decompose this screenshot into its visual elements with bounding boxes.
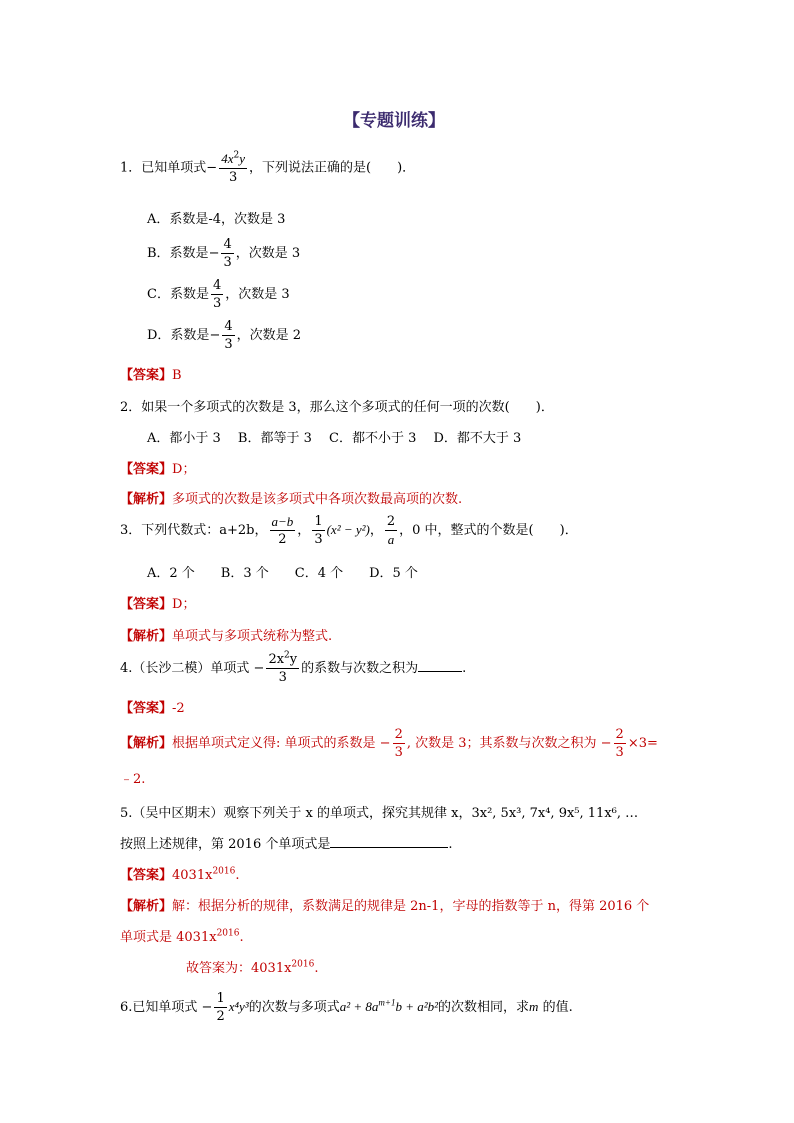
monomial: x⁴y³ xyxy=(228,999,249,1014)
exponent: 2016 xyxy=(212,866,236,877)
fraction xyxy=(385,513,397,548)
exponent: 2016 xyxy=(291,959,315,970)
fraction-denominator: 3 xyxy=(314,532,323,547)
q4-stem-end: . xyxy=(462,661,467,676)
option-text: C．系数是 xyxy=(147,287,209,302)
q5-stem: 按照上述规律，第 2016 个单项式是 xyxy=(120,837,331,852)
q2-options: A．都小于 3 B．都等于 3 C．都不小于 3 D．都不大于 3 xyxy=(147,431,522,446)
fraction-numerator: 2 xyxy=(386,514,396,529)
option-text: D．系数是 xyxy=(147,328,210,343)
analysis-tag: 【解析】 xyxy=(120,492,173,507)
q5-answer xyxy=(120,864,239,883)
fraction-numerator: 4 xyxy=(212,278,222,293)
analysis-text: 根据单项式定义得: 单项式的系数是 − xyxy=(172,736,391,751)
fraction-numerator: 4 xyxy=(223,237,232,252)
analysis-text: ×3= xyxy=(627,736,658,751)
question-6 xyxy=(120,990,573,1025)
polynomial: a² + 8a xyxy=(339,999,379,1014)
q1-option-a: A．系数是-4，次数是 3 xyxy=(147,212,286,227)
answer-tag: 【答案】 xyxy=(120,597,173,612)
analysis-tag: 【解析】 xyxy=(120,629,173,644)
option-text: ，次数是 3 xyxy=(225,287,290,302)
variable: m xyxy=(529,999,539,1014)
answer-value: D； xyxy=(172,462,196,477)
answer-tag: 【答案】 xyxy=(120,368,173,383)
fraction xyxy=(393,726,405,761)
analysis-text: 单项式是 4031x xyxy=(120,930,217,945)
analysis-text: , 次数是 3；其系数与次数之积为 − xyxy=(406,736,612,751)
q4-analysis xyxy=(120,726,658,761)
fraction-denominator: 3 xyxy=(228,170,238,185)
answer-tag: 【答案】 xyxy=(120,462,173,477)
q3-stem-end: ，0 中，整式的个数是( )． xyxy=(399,523,578,538)
fraction-denominator: 3 xyxy=(212,296,222,311)
answer-value: 4031x xyxy=(172,868,213,883)
q1-answer xyxy=(120,364,182,383)
fraction-denominator: 3 xyxy=(278,670,287,685)
polynomial-tail: b + a²b² xyxy=(395,999,439,1014)
exponent: m+1 xyxy=(378,997,396,1008)
option-text: ，次数是 2 xyxy=(236,328,302,343)
fraction-denominator: 3 xyxy=(223,255,232,270)
q3-answer xyxy=(120,593,195,612)
fraction-denominator: 2 xyxy=(216,1009,225,1024)
answer-value: D； xyxy=(172,597,196,612)
analysis-text: 多项式的次数是该多项式中各项次数最高项的次数. xyxy=(172,492,463,507)
fraction-numerator: a−b xyxy=(271,514,294,529)
analysis-end: . xyxy=(239,930,244,945)
q6-stem: 6.已知单项式 − xyxy=(120,1000,213,1015)
answer-blank[interactable] xyxy=(418,659,462,672)
question-5: 5.（吴中区期末）观察下列关于 x 的单项式，探究其规律 x，3x², 5x³, 7x⁴, 9x⁵, 11x⁶, … xyxy=(120,806,639,821)
q1-option-b: B．系数是− $\frac{4}{3}$ ，次数是 3 xyxy=(147,237,301,270)
answer-end: . xyxy=(235,868,240,883)
answer-value: B xyxy=(172,368,182,383)
fraction-numerator: 2x xyxy=(268,652,285,667)
fraction-variable: y xyxy=(289,652,298,667)
expression: (x² − y²) xyxy=(326,522,370,537)
q4-answer xyxy=(120,697,185,716)
conclusion-text: 故答案为：4031x xyxy=(186,961,292,976)
minus-sign: − xyxy=(206,160,218,176)
answer-tag: 【答案】 xyxy=(120,868,173,883)
q3-analysis xyxy=(120,625,332,644)
q1-option-d: D．系数是− $\frac{4}{3}$ ，次数是 2 xyxy=(147,319,302,352)
q5-analysis-line2 xyxy=(120,926,244,945)
q5-analysis xyxy=(120,895,649,914)
question-1 xyxy=(120,150,415,186)
q1-number: 1． xyxy=(120,160,142,176)
q4-analysis-end: ﹣2. xyxy=(120,772,146,787)
q5-conclusion xyxy=(186,957,318,976)
q2-answer xyxy=(120,458,195,477)
fraction-numerator: 1 xyxy=(314,514,323,529)
q3-options: A．2 个 B．3 个 C．4 个 D．5 个 xyxy=(147,566,418,581)
fraction xyxy=(614,726,626,761)
option-text: B．系数是 xyxy=(147,246,209,261)
q3-stem: 3．下列代数式：a+2b， xyxy=(120,523,268,538)
fraction-numerator: 1 xyxy=(216,991,225,1006)
fraction xyxy=(270,513,296,548)
q6-stem-mid: 的次数与多项式 xyxy=(248,1000,340,1015)
q6-stem-end: 的值. xyxy=(538,1000,573,1015)
fraction-numerator: 4 xyxy=(224,319,233,334)
answer-value: -2 xyxy=(172,701,185,716)
option-text: ，次数是 3 xyxy=(235,246,301,261)
q2-analysis xyxy=(120,488,462,507)
fraction xyxy=(214,990,226,1025)
analysis-text: 单项式与多项式统称为整式. xyxy=(172,629,333,644)
fraction xyxy=(312,513,324,548)
fraction-denominator: 3 xyxy=(224,337,233,352)
analysis-tag: 【解析】 xyxy=(120,736,173,751)
fraction xyxy=(211,277,223,312)
q1-option-c xyxy=(147,277,290,312)
question-3: 3．下列代数式：a+2b， $\frac{a-b}{2}$ ， $\frac{1}{3}$ (x² − y²)， $\frac{2}{a}$ ，0 中，整式的个数是( )． xyxy=(120,514,578,547)
exponent: 2 xyxy=(284,650,290,661)
fraction-variable: y xyxy=(239,151,245,166)
q4-stem-b: 的系数与次数之积为 xyxy=(301,661,419,676)
question-2: 2．如果一个多项式的次数是 3，那么这个多项式的任何一项的次数( )． xyxy=(120,400,554,415)
analysis-text: 解：根据分析的规律，系数满足的规律是 2n-1，字母的指数等于 n，得第 2016 个 xyxy=(172,899,650,914)
fraction-numerator: 2 xyxy=(615,727,624,742)
fraction-denominator: a xyxy=(387,532,395,547)
q4-stem: 4.（长沙二模）单项式 − xyxy=(120,661,265,676)
fraction xyxy=(222,318,234,353)
exponent: 2016 xyxy=(216,928,240,939)
conclusion-end: . xyxy=(314,961,319,976)
answer-tag: 【答案】 xyxy=(120,701,173,716)
q1-stem-b: ，下列说法正确的是( )． xyxy=(249,160,416,176)
fraction-denominator: 2 xyxy=(278,532,287,547)
question-4 xyxy=(120,651,466,686)
fraction xyxy=(221,236,233,271)
q6-stem-b: 的次数相同，求 xyxy=(438,1000,530,1015)
fraction-denominator: 3 xyxy=(615,745,624,760)
fraction-numerator: 2 xyxy=(394,727,403,742)
page-title: 【专题训练】 xyxy=(343,111,445,131)
exponent: 2 xyxy=(233,150,240,161)
q1-stem-a: 已知单项式 xyxy=(141,160,207,176)
q1-fraction xyxy=(219,150,247,186)
answer-blank[interactable] xyxy=(330,835,448,848)
analysis-tag: 【解析】 xyxy=(120,899,173,914)
fraction-numerator: 4x xyxy=(221,151,234,166)
fraction xyxy=(266,651,299,686)
fraction-denominator: 3 xyxy=(394,745,403,760)
q5-stem-end: . xyxy=(448,837,453,852)
question-5-line2 xyxy=(120,833,453,852)
